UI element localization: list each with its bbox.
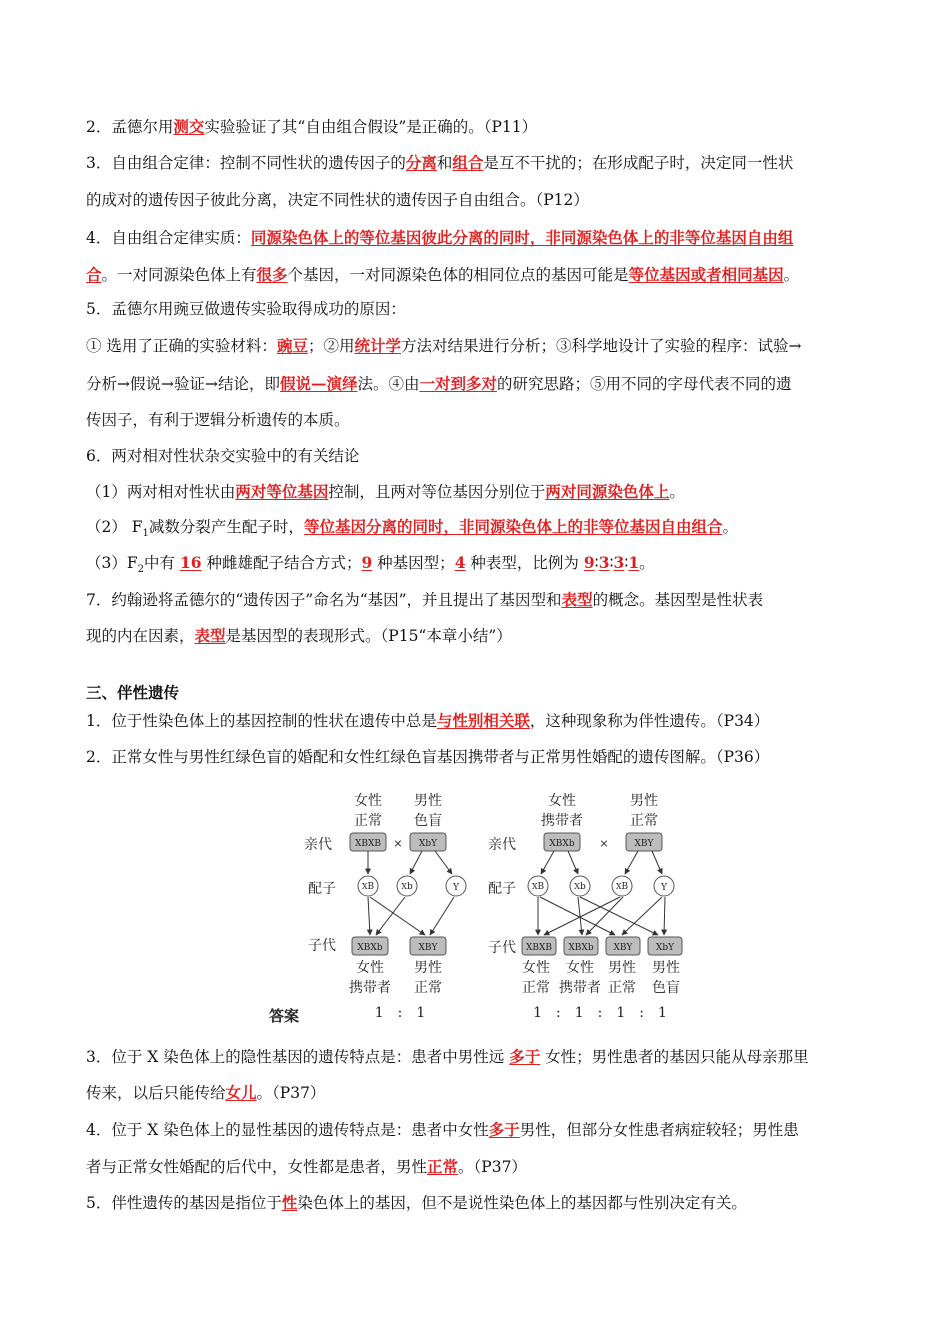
text: ；②用 <box>307 337 355 355</box>
left-child1-label2: 携带者 <box>349 980 391 996</box>
answer-key: 16 <box>179 553 202 572</box>
answer-key: 1 <box>628 553 640 572</box>
gamete: XB <box>615 882 629 892</box>
text: 4．自由组合定律实质： <box>86 229 251 247</box>
answer-key: 3 <box>613 553 625 572</box>
para-6-item2 <box>86 517 738 544</box>
genotype: XbY <box>418 839 438 849</box>
answer-key: 测交 <box>173 117 205 136</box>
right-child1-label2: 正常 <box>522 980 550 996</box>
answer-key: 两对同源染色体上 <box>545 482 670 501</box>
s3-line3 <box>86 1047 809 1067</box>
section-heading: 三、伴性遗传 <box>86 684 180 702</box>
para-5-title: 5．孟德尔用豌豆做遗传实验取得成功的原因： <box>86 300 406 318</box>
right-child1-label1: 女性 <box>522 960 550 976</box>
text: 种基因型； <box>372 554 455 572</box>
answer-key: 性 <box>281 1193 298 1212</box>
para-6-item3 <box>86 553 655 580</box>
para-5-line1 <box>86 336 801 356</box>
s3-line5 <box>86 1193 747 1213</box>
child-row-label: 子代 <box>308 938 336 954</box>
child-row-label: 子代 <box>488 940 516 956</box>
answer-key: 一对到多对 <box>419 374 498 393</box>
para-2 <box>86 117 537 137</box>
left-parent2-label1: 男性 <box>414 793 442 809</box>
right-parent1-label2: 携带者 <box>541 813 583 829</box>
right-child2-label2: 携带者 <box>559 980 601 996</box>
text: 传来，以后只能传给 <box>86 1084 226 1102</box>
para-3-line2: 的成对的遗传因子彼此分离，决定不同性状的遗传因子自由组合。（P12） <box>86 191 589 209</box>
text: 实验验证了其“自由组合假设”是正确的。（P11） <box>204 118 538 136</box>
genotype: XBXb <box>568 943 594 953</box>
answer-key: 同源染色体上的等位基因彼此分离的同时，非同源染色体上的非等位基因自由组 <box>250 228 794 247</box>
answer-key: 豌豆 <box>276 336 308 355</box>
text: 7．约翰逊将孟德尔的“遗传因子”命名为“基因”，并且提出了基因型和 <box>86 591 562 609</box>
right-child3-label2: 正常 <box>608 980 636 996</box>
text: 。（P37） <box>458 1158 527 1176</box>
answer-key: 组合 <box>452 153 484 172</box>
right-ratio: 1 : 1 : 1 : 1 <box>533 1005 667 1021</box>
para-5-line3: 传因子，有利于逻辑分析遗传的本质。 <box>86 411 350 429</box>
text: 2．孟德尔用 <box>86 118 174 136</box>
para-4-line2 <box>86 265 799 285</box>
right-child2-label1: 女性 <box>566 960 594 976</box>
left-child2-label1: 男性 <box>414 960 442 976</box>
para-4-line1 <box>86 228 793 248</box>
answer-key: 多于 <box>509 1047 541 1066</box>
gamete: XB <box>361 882 375 892</box>
colon: ∶ <box>624 554 629 572</box>
s3-line3b <box>86 1083 325 1103</box>
parent-row-label: 亲代 <box>488 837 516 853</box>
left-child1-label1: 女性 <box>356 960 384 976</box>
text: ① 选用了正确的实验材料： <box>86 337 277 355</box>
genotype: XBXb <box>549 839 575 849</box>
text: 和 <box>436 154 453 172</box>
answer-key: 两对等位基因 <box>235 482 329 501</box>
colon: ∶ <box>594 554 599 572</box>
text: 控制，且两对等位基因分别位于 <box>328 483 546 501</box>
text: （3）F <box>86 554 138 572</box>
text: （2） F <box>86 518 143 536</box>
gamete: Xb <box>401 882 413 892</box>
text: 现的内在因素， <box>86 627 195 645</box>
genotype: XbY <box>655 943 675 953</box>
genotype: XBY <box>634 839 654 849</box>
answer-key: 3 <box>598 553 610 572</box>
para-7-line1 <box>86 590 763 610</box>
cross-symbol: × <box>393 837 403 850</box>
genotype: XBXb <box>357 943 383 953</box>
text: 。 <box>669 483 685 501</box>
subscript: 1 <box>142 528 149 540</box>
answer-key: 假说—演绎 <box>279 374 358 393</box>
text: 中有 <box>144 554 180 572</box>
answer-key: 表型 <box>561 590 593 609</box>
text: 种表型，比例为 <box>465 554 584 572</box>
colon: ∶ <box>609 554 614 572</box>
text: 的概念。基因型是性状表 <box>592 591 764 609</box>
text: 是基因型的表现形式。（P15“本章小结”） <box>225 627 512 645</box>
text: 者与正常女性婚配的后代中，女性都是患者，男性 <box>86 1158 428 1176</box>
text: 。 <box>783 266 800 284</box>
text: 个基因，一对同源染色体的相同位点的基因可能是 <box>287 266 629 284</box>
answer-key: 统计学 <box>354 336 401 355</box>
left-parent2-label2: 色盲 <box>414 813 442 829</box>
genotype: XBY <box>613 943 633 953</box>
genotype: XBXB <box>354 839 382 849</box>
cross-symbol: × <box>599 837 609 850</box>
text: 1．位于性染色体上的基因控制的性状在遗传中总是 <box>86 712 437 730</box>
genotype: XBY <box>418 943 438 953</box>
text: 。一对同源染色体上有 <box>101 266 257 284</box>
subscript: 2 <box>137 564 144 576</box>
left-parent1-label2: 正常 <box>354 813 382 829</box>
text: 5．伴性遗传的基因是指位于 <box>86 1194 282 1212</box>
gamete: XB <box>531 882 545 892</box>
s3-line1 <box>86 711 769 731</box>
text: 3．位于 X 染色体上的隐性基因的遗传特点是：患者中男性远 <box>86 1048 510 1066</box>
text: 法。④由 <box>357 375 420 393</box>
parent-row-label: 亲代 <box>304 837 332 853</box>
answer-key: 9 <box>583 553 595 572</box>
left-ratio: 1 : 1 <box>374 1005 426 1021</box>
right-parent2-label2: 正常 <box>630 813 658 829</box>
genotype: XBXB <box>525 943 553 953</box>
para-6-item1 <box>86 482 685 502</box>
right-parent1-label1: 女性 <box>548 793 576 809</box>
answer-key: 正常 <box>427 1157 459 1176</box>
s3-line2: 2．正常女性与男性红绿色盲的婚配和女性红绿色盲基因携带者与正常男性婚配的遗传图解。（P36） <box>86 748 770 766</box>
gamete-row-label: 配子 <box>308 881 336 897</box>
answer-key: 9 <box>361 553 373 572</box>
text: 分析→假说→验证→结论，即 <box>86 375 280 393</box>
text: 是互不干扰的；在形成配子时，决定同一性状 <box>483 154 794 172</box>
text: ，这种现象称为伴性遗传。（P34） <box>529 712 770 730</box>
answer-key: 女儿 <box>225 1083 257 1102</box>
text: 3．自由组合定律：控制不同性状的遗传因子的 <box>86 154 406 172</box>
para-3-line1 <box>86 153 793 173</box>
right-child4-label1: 男性 <box>652 960 680 976</box>
para-5-line2 <box>86 374 792 394</box>
para-6-title: 6．两对相对性状杂交实验中的有关结论 <box>86 447 360 465</box>
text: 种雌雄配子结合方式； <box>201 554 362 572</box>
text: 女性；男性患者的基因只能从母亲那里 <box>540 1048 809 1066</box>
text: （1）两对相对性状由 <box>86 483 236 501</box>
text: 方法对结果进行分析；③科学地设计了实验的程序：试验→ <box>400 337 802 355</box>
gamete: Y <box>453 883 459 893</box>
answer-label: 答案 <box>268 1007 300 1025</box>
answer-key: 等位基因或者相同基因 <box>628 265 784 284</box>
s3-line4b <box>86 1157 527 1177</box>
left-child2-label2: 正常 <box>414 980 442 996</box>
text: 染色体上的基因，但不是说性染色体上的基因都与性别决定有关。 <box>297 1194 747 1212</box>
answer-key: 与性别相关联 <box>436 711 530 730</box>
answer-key: 等位基因分离的同时，非同源染色体上的非等位基因自由组合 <box>303 517 723 536</box>
answer-key: 分离 <box>405 153 437 172</box>
text: 男性，但部分女性患者病症较轻；男性患 <box>519 1121 799 1139</box>
gamete: Xb <box>574 882 586 892</box>
left-parent1-label1: 女性 <box>354 793 382 809</box>
right-child4-label2: 色盲 <box>652 980 680 996</box>
text: 4．位于 X 染色体上的显性基因的遗传特点是：患者中女性 <box>86 1121 489 1139</box>
answer-key: 多于 <box>488 1120 520 1139</box>
s3-line4 <box>86 1120 799 1140</box>
answer-key: 很多 <box>256 265 288 284</box>
text: 。 <box>722 518 738 536</box>
para-7-line2 <box>86 626 512 646</box>
right-parent2-label1: 男性 <box>630 793 658 809</box>
gamete-row-label: 配子 <box>488 881 516 897</box>
right-child3-label1: 男性 <box>608 960 636 976</box>
genetic-cross-diagram <box>260 785 690 1030</box>
answer-key: 4 <box>454 553 466 572</box>
answer-key: 表型 <box>194 626 226 645</box>
gamete: Y <box>661 883 667 893</box>
text: 减数分裂产生配子时， <box>148 518 304 536</box>
text: 。（P37） <box>256 1084 326 1102</box>
text: 的研究思路；⑤用不同的字母代表不同的遗 <box>497 375 792 393</box>
answer-key: 合 <box>86 265 102 284</box>
text: 。 <box>639 554 655 572</box>
